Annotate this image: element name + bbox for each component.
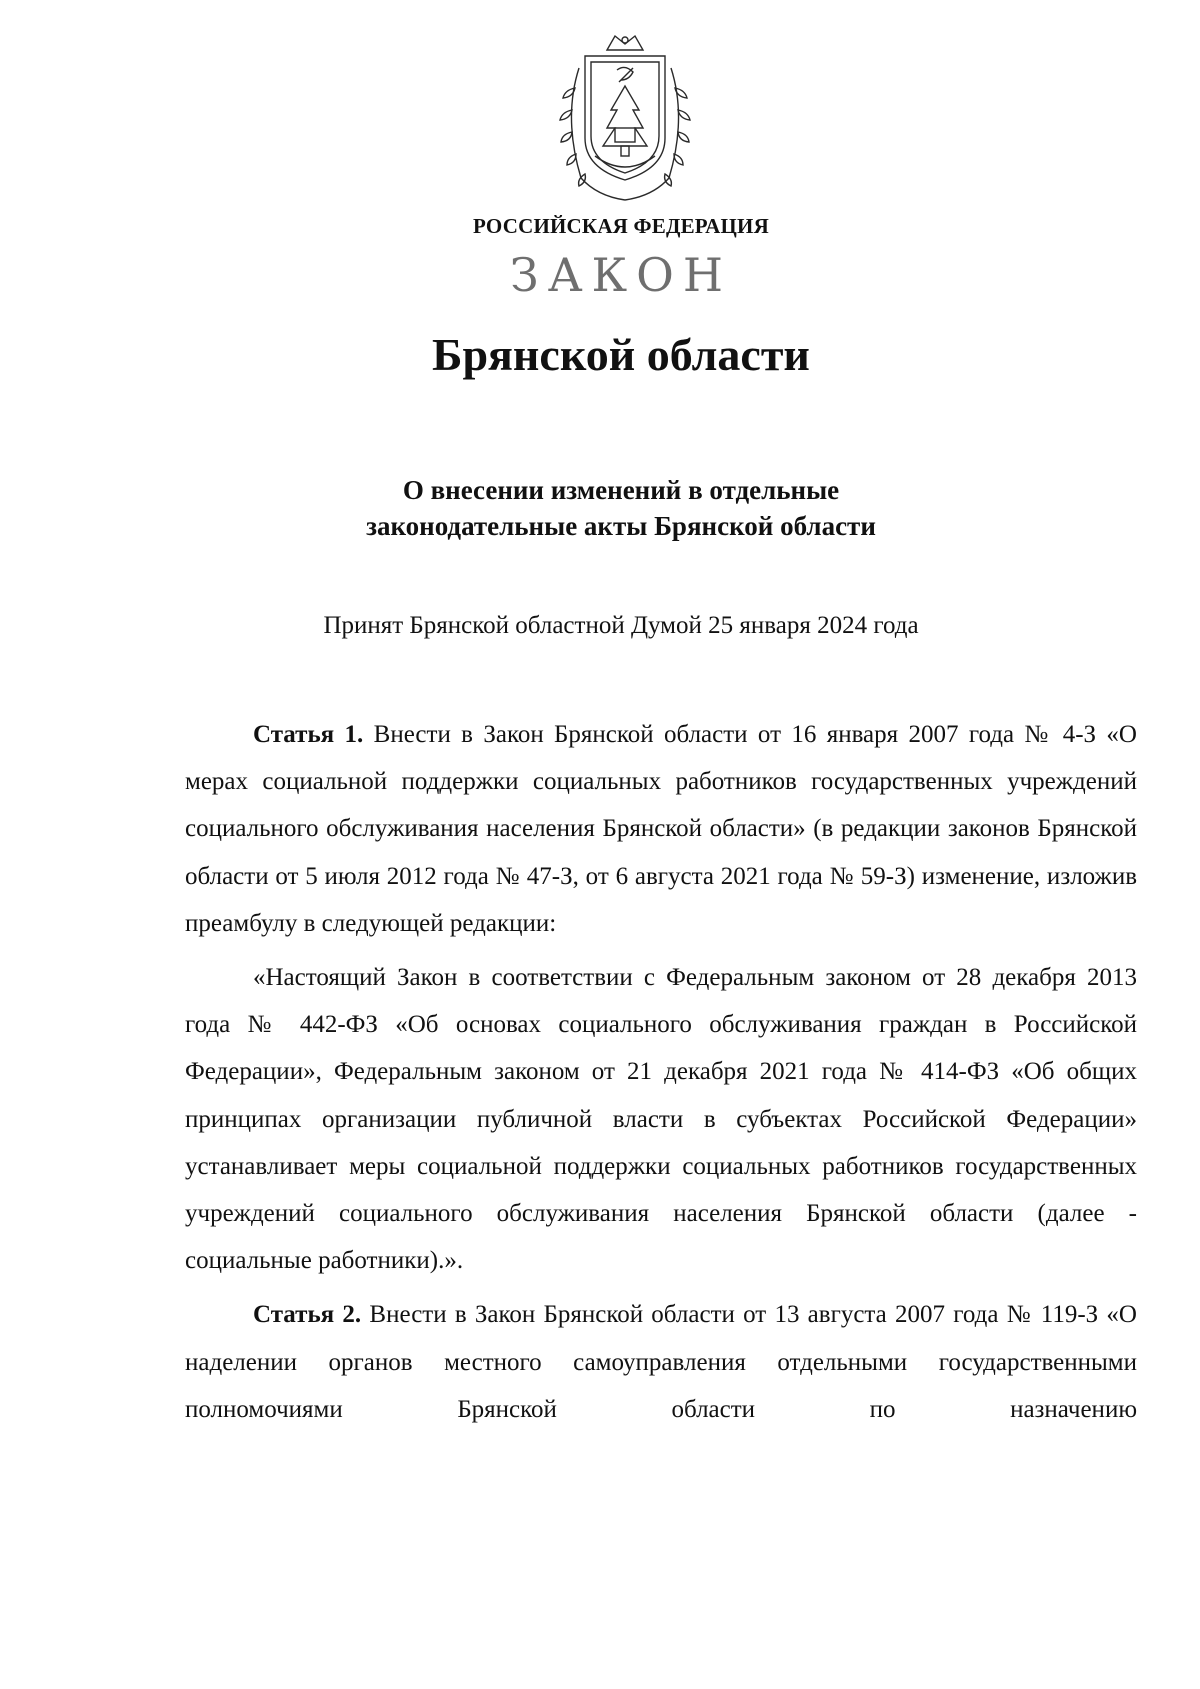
- document-title-line-2: законодательные акты Брянской области: [366, 511, 876, 541]
- document-title-line-1: О внесении изменений в отдельные: [402, 475, 840, 505]
- region-heading: Брянской области: [432, 329, 810, 380]
- document-type-heading: ЗАКОН: [510, 248, 732, 302]
- adoption-note: Принят Брянской областной Думой 25 января 2024 года: [323, 612, 919, 639]
- article-2-paragraph: [185, 1291, 1137, 1433]
- federation-heading: РОССИЙСКАЯ ФЕДЕРАЦИЯ: [473, 214, 769, 238]
- document-title: [0, 472, 1200, 544]
- article-1-paragraph: [185, 711, 1137, 947]
- article-1-quote-paragraph: «Настоящий Закон в соответствии с Федеральным законом от 28 декабря 2013 года № 442-ФЗ «Об основах социального обслуживания граждан в Российской Федерации», Федеральным законом от 21 декабря 2021 года № 414-ФЗ «Об общих принципах организации публичной власти в субъектах Российской Федерации» устанавливает меры социальной поддержки социальных работников государственных учреждений социального обслуживания населения Брянской области (далее - социальные работники).».: [185, 964, 1137, 1275]
- article-2-label: Статья 2.: [253, 1301, 362, 1329]
- coat-of-arms-icon: [545, 28, 705, 204]
- article-1-text: Внести в Закон Брянской области от 16 января 2007 года № 4-З «О мерах социальной поддержки социальных работников государственных учреждений социального обслуживания населения Брянской области» (в редакции законов Брянской области от 5 июля 2012 года № 47-З, от 6 августа 2021 года № 59-З) изменение, изложив преамбулу в следующей редакции:: [185, 721, 1137, 937]
- article-2-text: Внести в Закон Брянской области от 13 августа 2007 года № 119-З «О наделении органов местного самоуправления отдельными государственными полномочиями Брянской области по назначению: [185, 1301, 1137, 1423]
- article-1-label: Статья 1.: [253, 721, 364, 748]
- document-body: [185, 711, 1137, 1433]
